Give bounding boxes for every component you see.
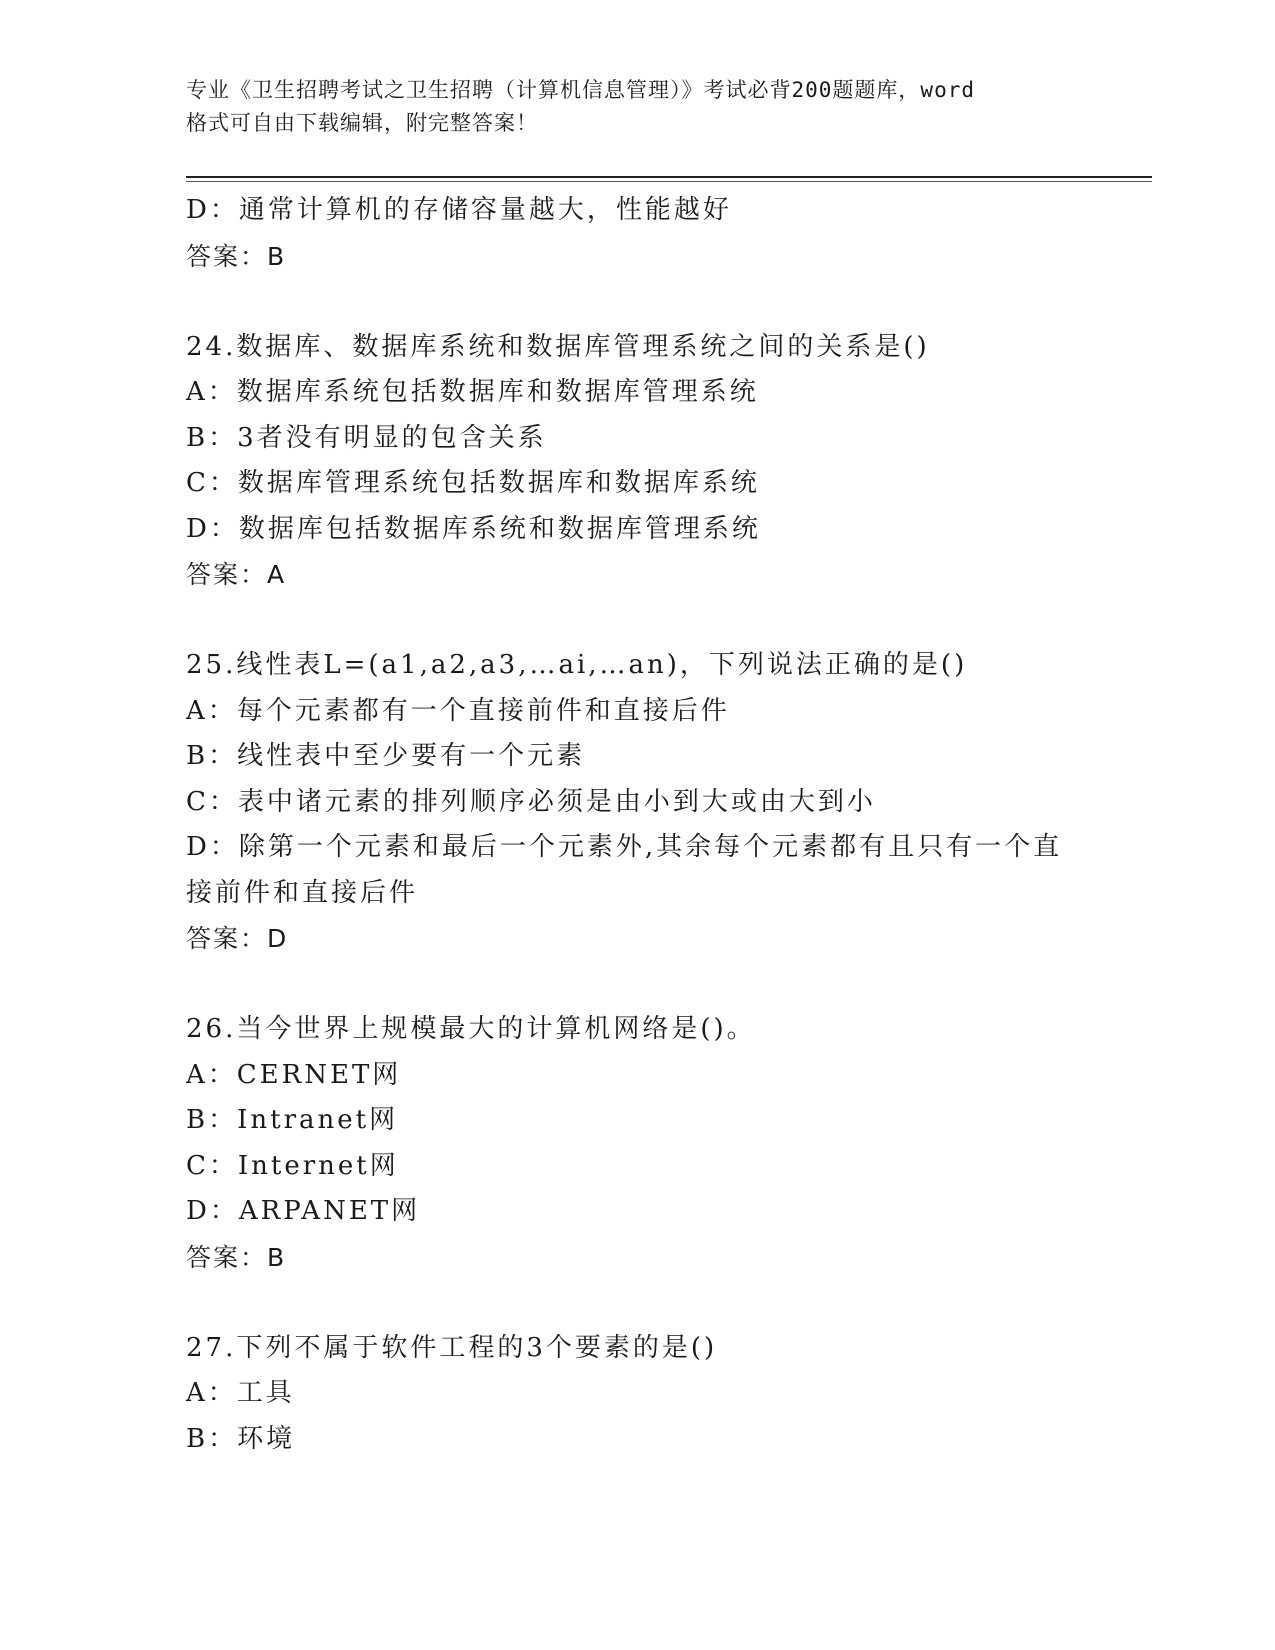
answer: 答案：D [186,924,289,953]
option-b: B：Intranet网 [186,1105,399,1135]
option-c: C：数据库管理系统包括数据库和数据库系统 [186,468,760,498]
option-d-continuation: 接前件和直接后件 [186,877,419,908]
header-divider-thick [186,176,1152,178]
option-d: D：数据库包括数据库系统和数据库管理系统 [186,513,761,544]
option-a: A：每个元素都有一个直接前件和直接后件 [186,695,730,726]
question-24 [186,325,1066,598]
question-text: 24.数据库、数据库系统和数据库管理系统之间的关系是() [186,331,930,362]
option-a: A：工具 [186,1378,295,1408]
spacer [186,1280,1066,1326]
header-divider-thin [186,181,1152,182]
option-b: B：线性表中至少要有一个元素 [186,741,586,771]
option-d: D：除第一个元素和最后一个元素外,其余每个元素都有且只有一个直 [186,832,1063,862]
spacer [186,279,1066,325]
option-d: D：ARPANET网 [186,1196,421,1226]
question-list [186,188,1066,1462]
spacer [186,962,1066,1008]
answer: 答案：B [186,1242,287,1272]
option-c: C：表中诸元素的排列顺序必须是由小到大或由大到小 [186,786,876,817]
option-a: A：数据库系统包括数据库和数据库管理系统 [186,377,759,407]
header-line-2: 格式可自由下载编辑，附完整答案！ [186,111,538,135]
question-text: 26.当今世界上规模最大的计算机网络是()。 [186,1014,756,1044]
question-text: 25.线性表L=(a1,a2,a3,…ai,…an)，下列说法正确的是() [186,650,968,680]
document-header [186,74,1086,140]
spacer [186,598,1066,644]
question-text: 27.下列不属于软件工程的3个要素的是() [186,1332,718,1363]
question-23-tail [186,188,1066,279]
header-line-1: 专业《卫生招聘考试之卫生招聘（计算机信息管理）》考试必背200题题库，word [186,78,975,102]
question-25 [186,643,1066,962]
answer: 答案：A [186,560,287,589]
option-b: B：环境 [186,1423,296,1454]
option-d: D：通常计算机的存储容量越大，性能越好 [186,195,732,225]
option-b: B：3者没有明显的包含关系 [186,422,547,453]
question-26 [186,1007,1066,1280]
answer: 答案：B [186,241,287,271]
option-a: A：CERNET网 [186,1059,402,1090]
option-c: C：Internet网 [186,1150,399,1181]
question-27 [186,1326,1066,1463]
